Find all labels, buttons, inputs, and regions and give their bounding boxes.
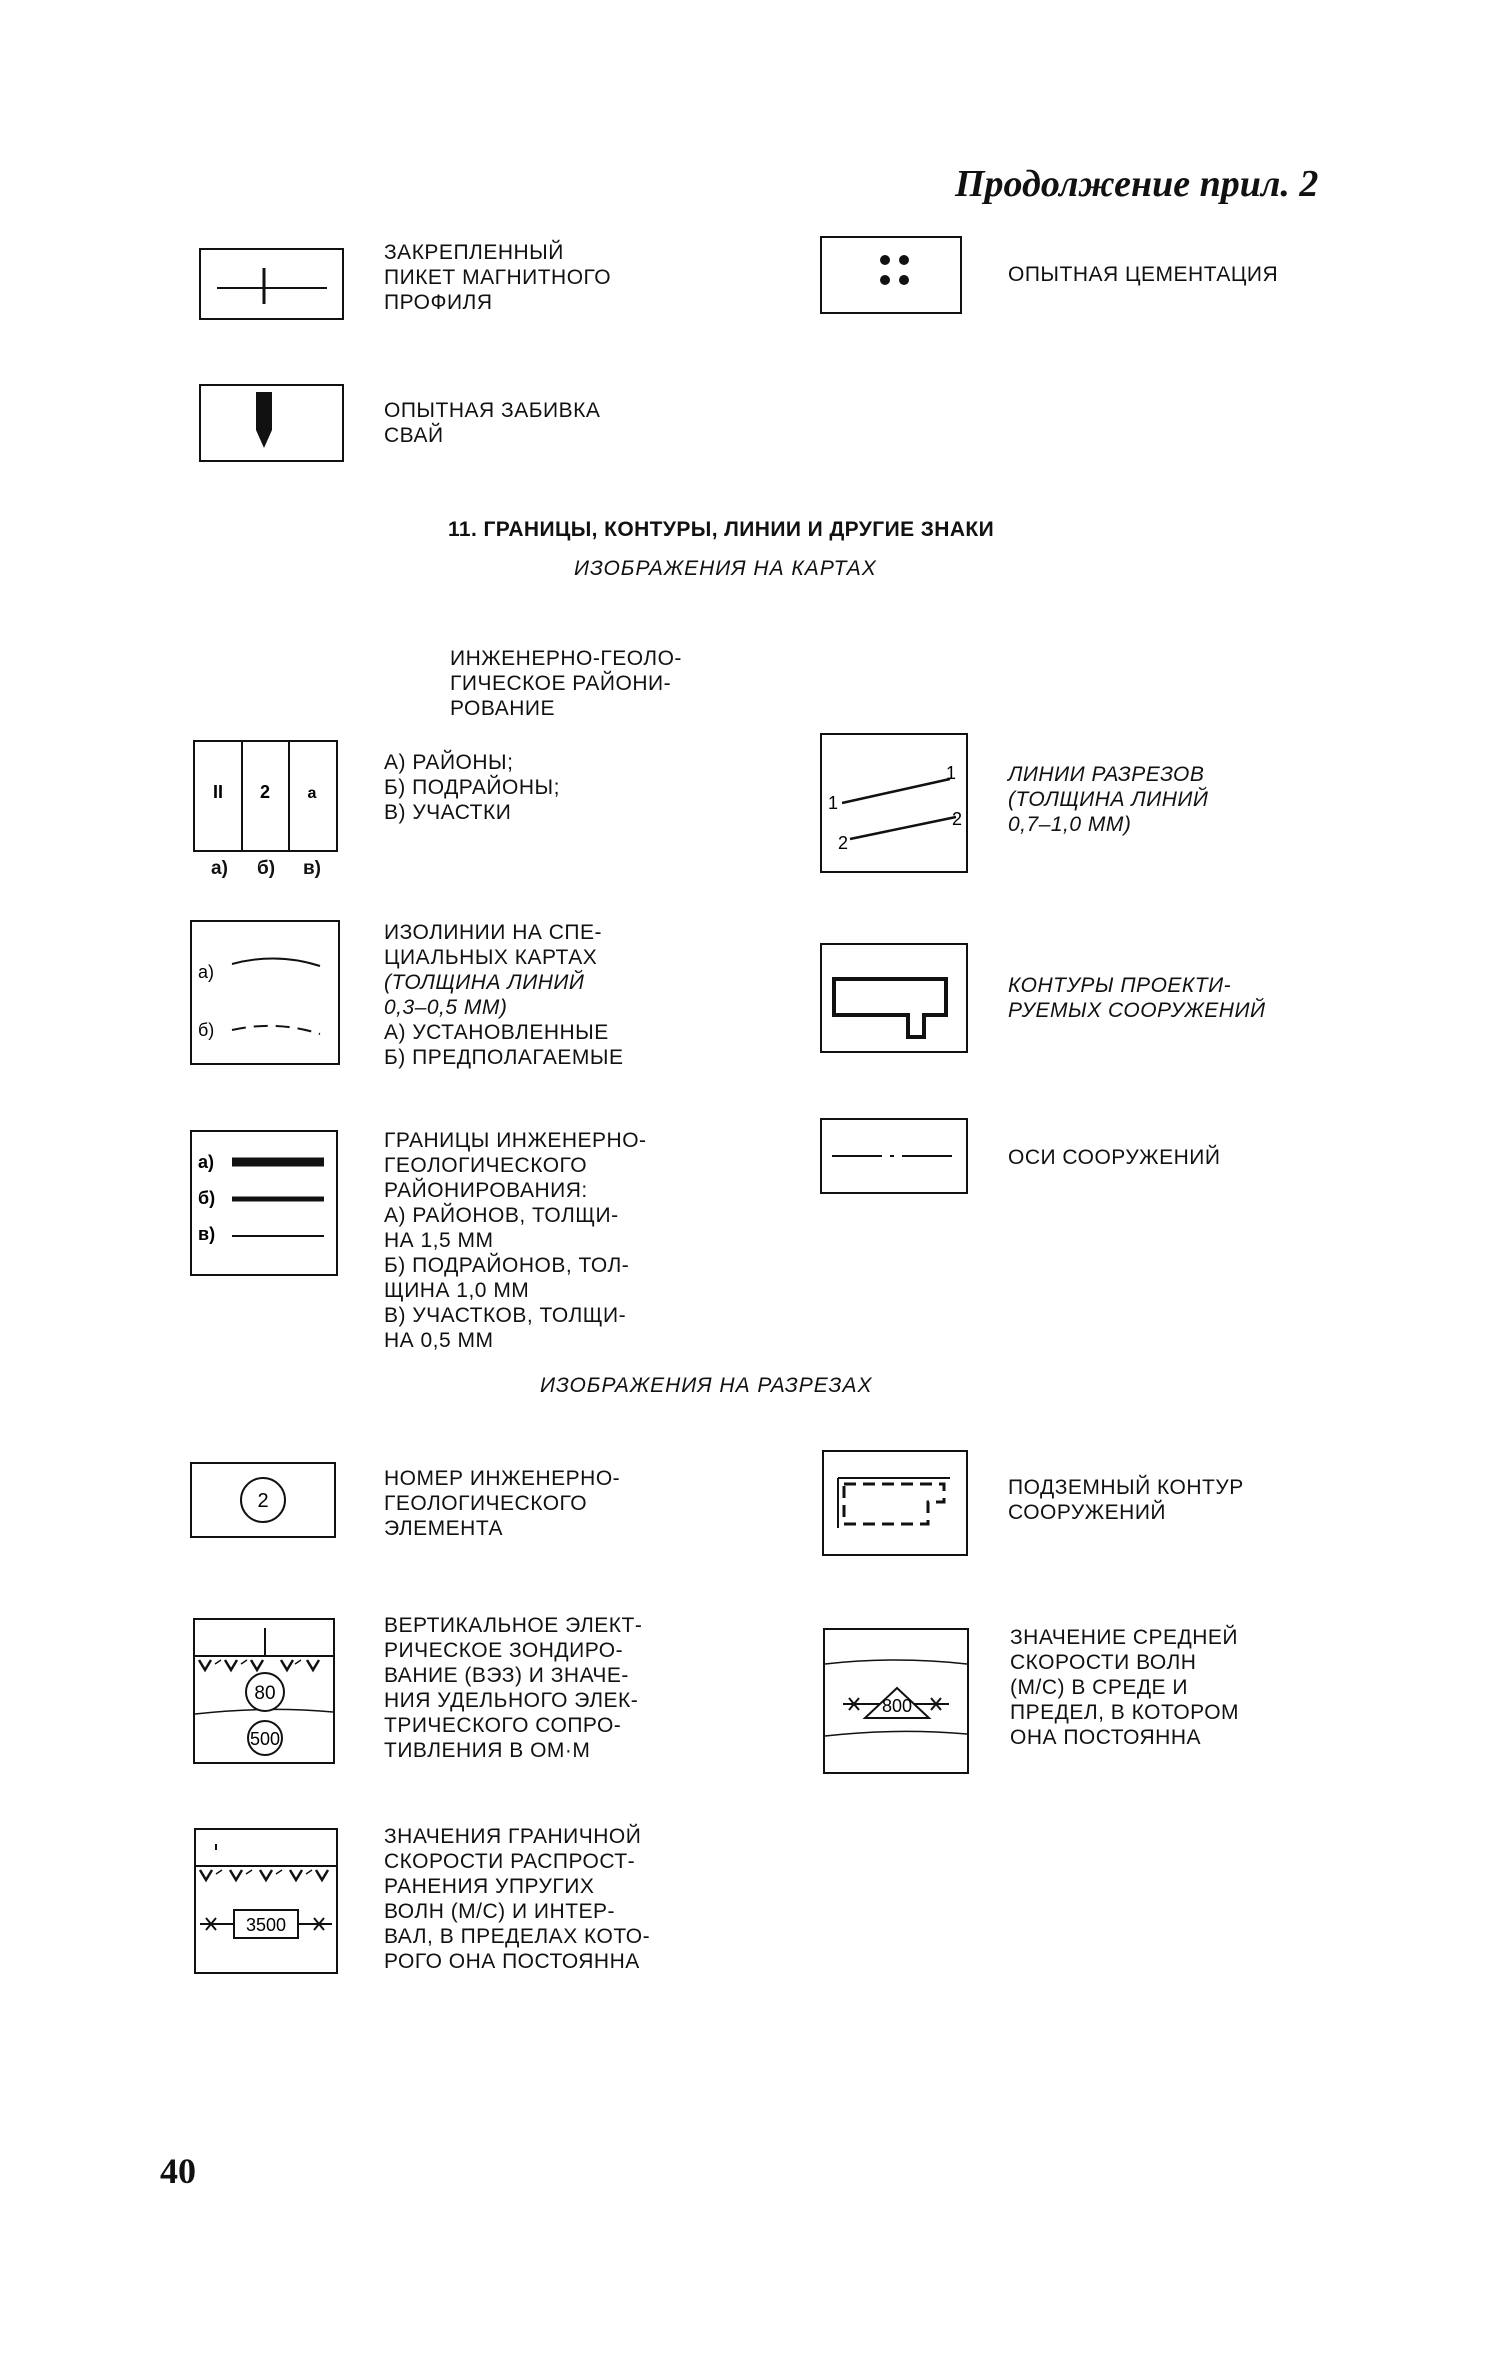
contour-outline-icon [822, 945, 966, 1051]
axis-line-icon [822, 1120, 966, 1192]
boundaries-caption: ГРАНИЦЫ ИНЖЕНЕРНО- ГЕОЛОГИЧЕСКОГО РАЙОНИРОВАНИЯ: А) РАЙОНОВ, ТОЛЩИ- НА 1,5 ММ Б) ПОДРАЙОНОВ, ТОЛ- ЩИНА 1,0 ММ В) УЧАСТКОВ, ТОЛЩИ- НА 0,5 ММ [384, 1129, 647, 1352]
ves-caption: ВЕРТИКАЛЬНОЕ ЭЛЕКТ- РИЧЕСКОЕ ЗОНДИРО- ВАНИЕ (ВЭЗ) И ЗНАЧЕ- НИЯ УДЕЛЬНОГО ЭЛЕК- ТРИЧЕСКОГО СОПРО- ТИВЛЕНИЯ В ОМ·М [384, 1614, 643, 1762]
picket-caption: ЗАКРЕПЛЕННЫЙ ПИКЕТ МАГНИТНОГО ПРОФИЛЯ [384, 241, 612, 314]
section-lines-caption: ЛИНИИ РАЗРЕЗОВ (ТОЛЩИНА ЛИНИЙ 0,7–1,0 ММ) [1008, 763, 1209, 836]
svg-text:в): в) [198, 1224, 216, 1244]
svg-text:а): а) [198, 962, 215, 982]
underground-symbol [822, 1450, 968, 1556]
subheading-maps: ИЗОБРАЖЕНИЯ НА КАРТАХ [574, 557, 877, 580]
svg-text:800: 800 [881, 1696, 913, 1716]
axes-symbol [820, 1118, 968, 1194]
subheading-sections: ИЗОБРАЖЕНИЯ НА РАЗРЕЗАХ [540, 1374, 873, 1397]
cementation-dots-icon [822, 238, 960, 312]
ves-icon [195, 1620, 333, 1762]
svg-text:3500: 3500 [245, 1915, 287, 1935]
boundary-speed-symbol [194, 1828, 338, 1974]
pile-icon [201, 386, 342, 460]
svg-text:2: 2 [838, 833, 849, 853]
isolines-caption: ИЗОЛИНИИ НА СПЕ- ЦИАЛЬНЫХ КАРТАХ (ТОЛЩИНА ЛИНИЙ 0,3–0,5 ММ) А) УСТАНОВЛЕННЫЕ Б) ПРЕДПОЛАГАЕМЫЕ [384, 921, 624, 1069]
element-number-symbol [190, 1462, 336, 1538]
piles-caption: ОПЫТНАЯ ЗАБИВКА СВАЙ [384, 399, 601, 447]
wave-speed-symbol [823, 1628, 969, 1774]
element-number-caption: НОМЕР ИНЖЕНЕРНО- ГЕОЛОГИЧЕСКОГО ЭЛЕМЕНТА [384, 1467, 621, 1540]
zoning-caption: А) РАЙОНЫ; Б) ПОДРАЙОНЫ; В) УЧАСТКИ [384, 751, 560, 824]
boundaries-symbol [190, 1130, 338, 1276]
wave-speed-caption: ЗНАЧЕНИЕ СРЕДНЕЙ СКОРОСТИ ВОЛН (М/С) В СРЕДЕ И ПРЕДЕЛ, В КОТОРОМ ОНА ПОСТОЯННА [1010, 1626, 1240, 1749]
cementation-caption: ОПЫТНАЯ ЦЕМЕНТАЦИЯ [1008, 263, 1279, 286]
ves-symbol [193, 1618, 335, 1764]
svg-text:500: 500 [249, 1729, 281, 1749]
page-header: Продолжение прил. 2 [955, 163, 1319, 205]
zoning-cell-district: II [212, 782, 224, 802]
contours-symbol [820, 943, 968, 1053]
underground-caption: ПОДЗЕМНЫЙ КОНТУР СООРУЖЕНИЙ [1008, 1476, 1244, 1524]
boundaries-icon [192, 1132, 336, 1274]
zoning-title: ИНЖЕНЕРНО-ГЕОЛО- ГИЧЕСКОЕ РАЙОНИ- РОВАНИЕ [450, 647, 682, 720]
picket-cross-icon [201, 250, 342, 318]
isolines-icon [192, 922, 338, 1063]
element-number-icon [192, 1464, 334, 1536]
wave-speed-icon [825, 1630, 967, 1772]
picket-symbol [199, 248, 344, 320]
zoning-cell-section: а [307, 785, 317, 802]
svg-text:а): а) [198, 1152, 215, 1172]
axes-caption: ОСИ СООРУЖЕНИЙ [1008, 1146, 1221, 1169]
svg-text:1: 1 [828, 793, 839, 813]
zoning-cell-subdistrict: 2 [259, 782, 271, 802]
section-heading: 11. ГРАНИЦЫ, КОНТУРЫ, ЛИНИИ И ДРУГИЕ ЗНАКИ [448, 518, 995, 541]
contours-caption: КОНТУРЫ ПРОЕКТИ- РУЕМЫХ СООРУЖЕНИЙ [1008, 974, 1266, 1022]
zoning-grid [195, 742, 336, 850]
svg-text:б): б) [198, 1020, 215, 1040]
svg-text:80: 80 [254, 1683, 276, 1704]
svg-text:б): б) [198, 1188, 216, 1208]
section-lines-icon [822, 735, 966, 871]
piles-symbol [199, 384, 344, 462]
cementation-symbol [820, 236, 962, 314]
section-lines-symbol [820, 733, 968, 873]
boundary-speed-icon [196, 1830, 336, 1972]
svg-text:2: 2 [257, 1490, 269, 1512]
underground-contour-icon [824, 1452, 966, 1554]
svg-text:1: 1 [946, 763, 957, 783]
boundary-speed-caption: ЗНАЧЕНИЯ ГРАНИЧНОЙ СКОРОСТИ РАСПРОСТ- РАНЕНИЯ УПРУГИХ ВОЛН (М/С) И ИНТЕР- ВАЛ, В ПРЕДЕЛАХ КОТО- РОГО ОНА ПОСТОЯННА [384, 1825, 651, 1973]
isolines-symbol [190, 920, 340, 1065]
page-number: 40 [160, 2151, 196, 2191]
svg-text:2: 2 [952, 809, 963, 829]
zoning-symbol [193, 740, 338, 852]
